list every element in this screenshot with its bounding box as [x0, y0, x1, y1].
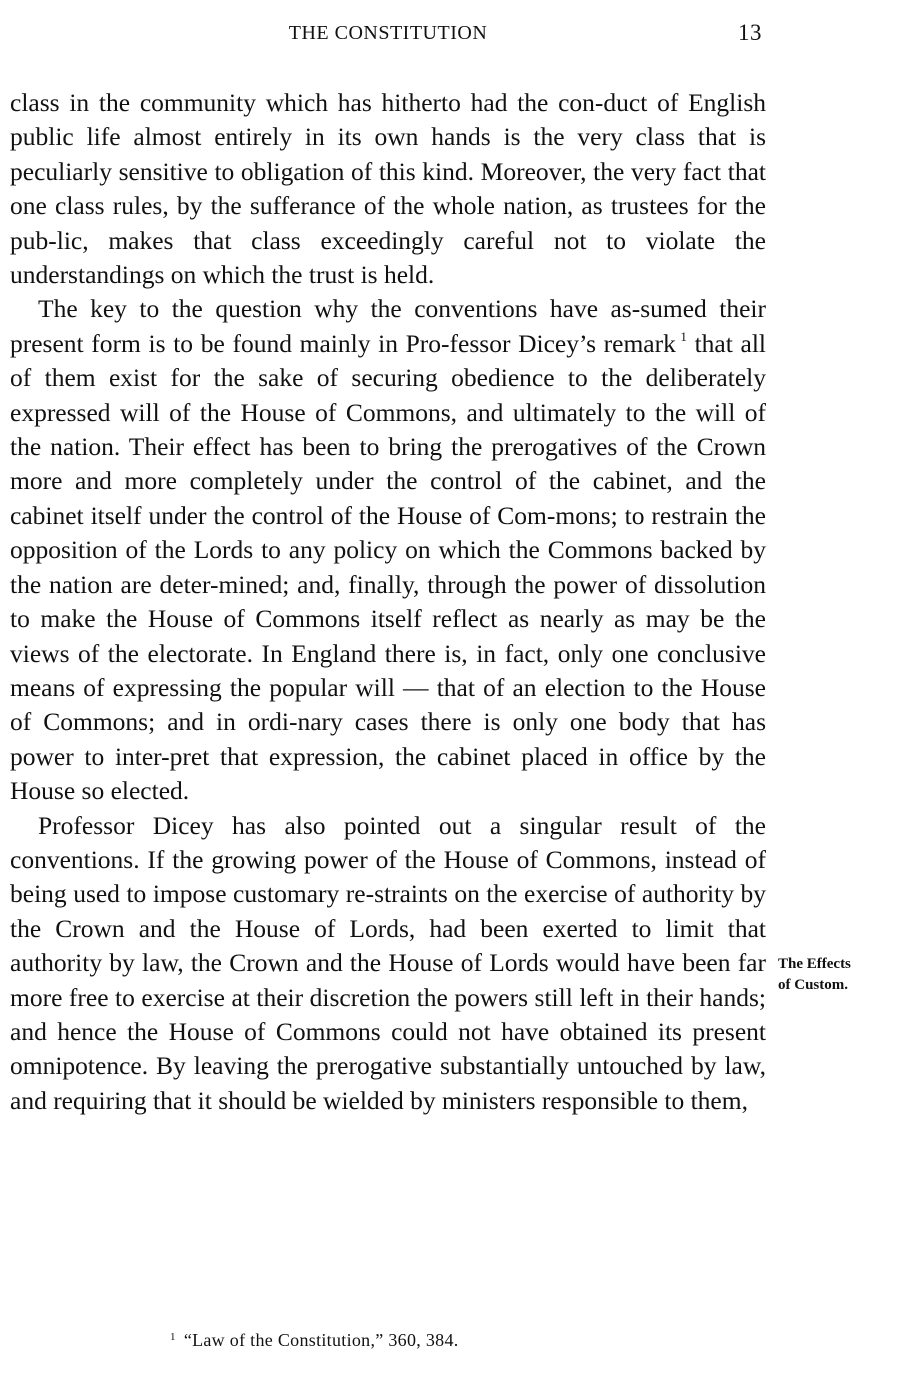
footnote-marker: 1 [170, 1331, 176, 1343]
paragraph-3: Professor Dicey has also pointed out a singular result of the conventions. If the growing power of the House of Commons, instead of being used to impose customary re-straints on the exercise of authority by the Crown and the House of Lords, had been exerted to limit that authority by law, the Crown and the House of Lords would have been far more free to exercise at their discretion the powers still left in their hands; and hence the House of Commons could not have obtained its present omnipotence. By leaving the prerogative substantially untouched by law, and requiring that it should be wielded by ministers responsible to them, [10, 810, 766, 1115]
running-title: THE CONSTITUTION [288, 22, 488, 44]
footnote-reference-number: 1 [680, 328, 687, 344]
paragraph-2-text-after: that all of them exist for the sake of securing obedience to the deliberately expressed will of the House of Commons, and ultimately to the will of the nation. Their effect has been to bring the prerogatives of the Crown more and more completely under the control of the cabinet, and the cabinet itself under the control of the House of Com-mons; to restrain the opposition of the Lords to any policy on which the Commons backed by the nation are deter-mined; and, finally, through the power of dissolution to make the House of Commons itself reflect as nearly as may be the views of the electorate. In England there is, in fact, only one conclusive means of expressing the popular will — that of an election to the House of Commons; and in ordi-nary cases there is only one body that has power to inter-pret that expression, the cabinet placed in office by the House so elected. [10, 328, 766, 806]
paragraph-1: class in the community which has hitherto had the con-duct of English public life almost entirely in its own hands is the very class that is peculiarly sensitive to obligation of this kind. Moreover, the very fact that one class rules, by the sufferance of the whole nation, as trustees for the pub-lic, makes that class exceedingly careful not to violate the understandings on which the trust is held. [10, 88, 766, 290]
margin-note [778, 954, 906, 996]
footnote-text: “Law of the Constitution,” 360, 384. [183, 1330, 459, 1350]
margin-note-line-2: of Custom. [778, 977, 848, 993]
body-text [10, 86, 766, 1118]
footnote-reference [676, 329, 687, 344]
running-head [10, 20, 766, 52]
paragraph-2 [10, 292, 766, 808]
margin-note-line-1: The Effects [778, 956, 851, 972]
page-number: 13 [738, 20, 762, 45]
paragraph-2-text-before: The key to the question why the conventions have as-sumed their present form is to be found mainly in Pro-fessor Dicey’s remark [10, 294, 766, 358]
footnote [170, 1330, 459, 1351]
